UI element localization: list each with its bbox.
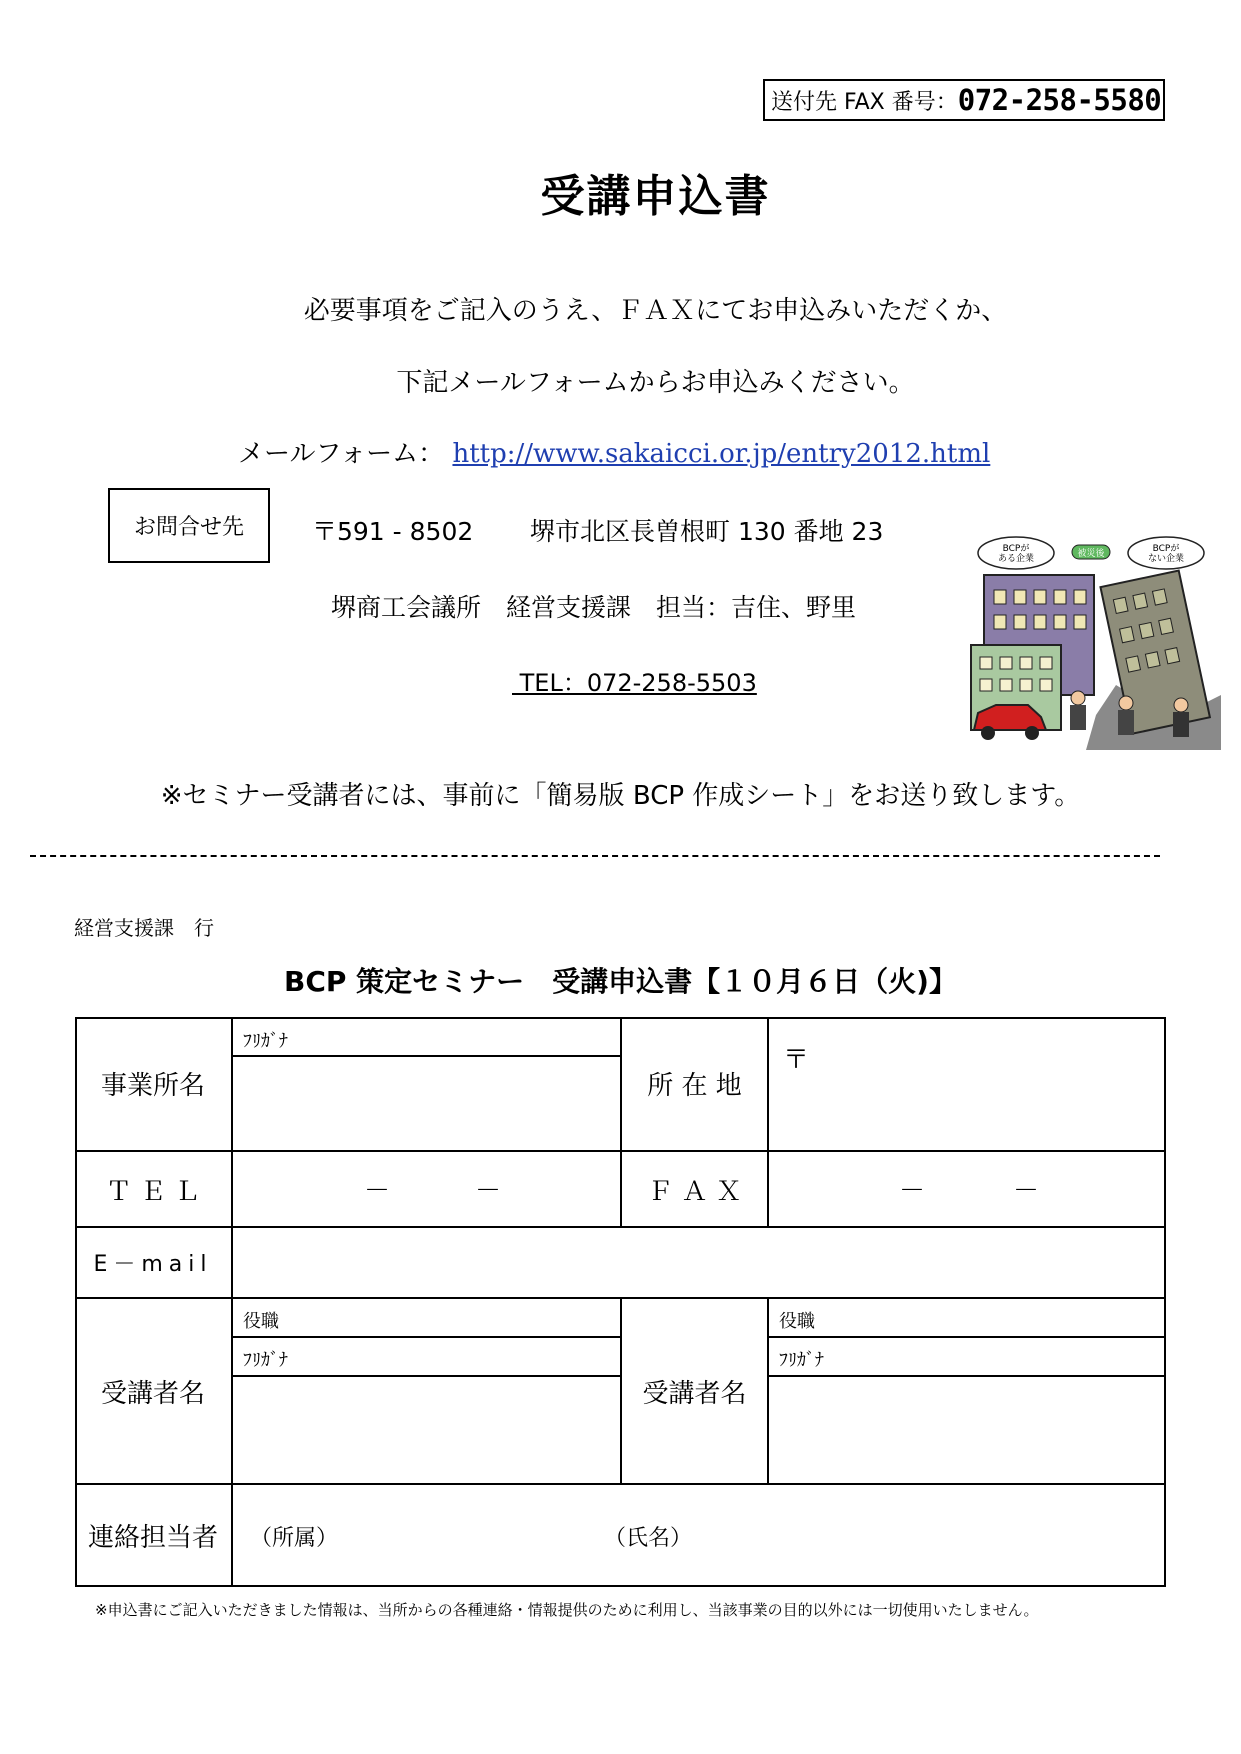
fax-field[interactable]: [769, 1152, 1164, 1226]
fax-label: 送付先 FAX 番号：: [771, 89, 958, 115]
form-title: BCP 策定セミナー 受講申込書【１０月６日（火)】: [284, 965, 957, 998]
bubble-mid-text: 被災後: [1077, 549, 1105, 559]
tel-separator-1: －: [364, 1176, 391, 1206]
bubble-right-text: BCPがない企業: [1147, 544, 1185, 564]
department: 経営支援課 行: [74, 916, 214, 940]
tel-field[interactable]: [233, 1152, 620, 1226]
label-contact-person: 連絡担当者: [87, 1522, 218, 1553]
mail-form-link[interactable]: http://www.sakaicci.or.jp/entry2012.html: [452, 439, 991, 469]
label-location: 所 在 地: [647, 1071, 742, 1101]
cut-line: [30, 855, 1160, 857]
label-email: E－mail: [93, 1252, 213, 1277]
contact-tel: TEL：072-258-5503: [512, 669, 757, 697]
inquiry-box: お問合せ先: [108, 488, 270, 563]
location-field[interactable]: [769, 1019, 1164, 1150]
label-fax: Ｆ Ａ Ｘ: [647, 1176, 742, 1207]
address: 堺市北区長曽根町 130 番地 23: [530, 517, 884, 546]
fax-number: 072-258-5580: [957, 83, 1162, 117]
fax-separator-2: －: [1013, 1176, 1040, 1206]
furigana-attendee-1: ﾌﾘｶﾞﾅ: [243, 1350, 288, 1371]
tel-separator-2: －: [475, 1176, 502, 1206]
organization: 堺商工会議所 経営支援課 担当：吉住、野里: [331, 593, 857, 622]
label-attendee-2: 受講者名: [642, 1378, 747, 1409]
postal-mark: 〒: [783, 1045, 810, 1075]
mail-form-label: メールフォーム：: [238, 439, 445, 469]
seminar-note: ※セミナー受講者には、事前に「簡易版 BCP 作成シート」をお送り致します。: [160, 781, 1081, 811]
application-form: [75, 1017, 1166, 1587]
name-label: （氏名）: [604, 1526, 693, 1551]
attendee-2-field[interactable]: [769, 1377, 1164, 1483]
position-label-1: 役職: [243, 1311, 279, 1332]
bcp-illustration: [966, 535, 1221, 750]
furigana-business: ﾌﾘｶﾞﾅ: [243, 1031, 288, 1052]
page-title: 受講申込書: [540, 171, 771, 222]
label-business-name: 事業所名: [100, 1071, 205, 1101]
privacy-footnote: ※申込書にご記入いただきました情報は、当所からの各種連絡・情報提供のために利用し、当該事業の目的以外には一切使用いたしません。: [95, 1601, 1039, 1619]
label-attendee-1: 受講者名: [100, 1378, 205, 1409]
bubble-left-text: BCPがある企業: [997, 544, 1035, 564]
label-tel: Ｔ Ｅ Ｌ: [105, 1176, 201, 1207]
fax-separator-1: －: [899, 1176, 926, 1206]
fax-number-box: [763, 79, 1165, 121]
business-name-field[interactable]: [233, 1057, 620, 1150]
position-label-2: 役職: [779, 1311, 815, 1332]
intro-line-1: 必要事項をご記入のうえ、ＦＡＸにてお申込みいただくか、: [303, 296, 1008, 326]
contact-person-field[interactable]: [233, 1485, 1164, 1585]
affiliation-label: （所属）: [250, 1526, 339, 1551]
intro-line-2: 下記メールフォームからお申込みください。: [396, 368, 915, 398]
furigana-attendee-2: ﾌﾘｶﾞﾅ: [779, 1350, 824, 1371]
postal-code: 〒591 - 8502: [312, 517, 474, 546]
mail-form-line: [238, 433, 990, 470]
attendee-1-field[interactable]: [233, 1377, 620, 1483]
email-field[interactable]: [233, 1228, 1164, 1297]
